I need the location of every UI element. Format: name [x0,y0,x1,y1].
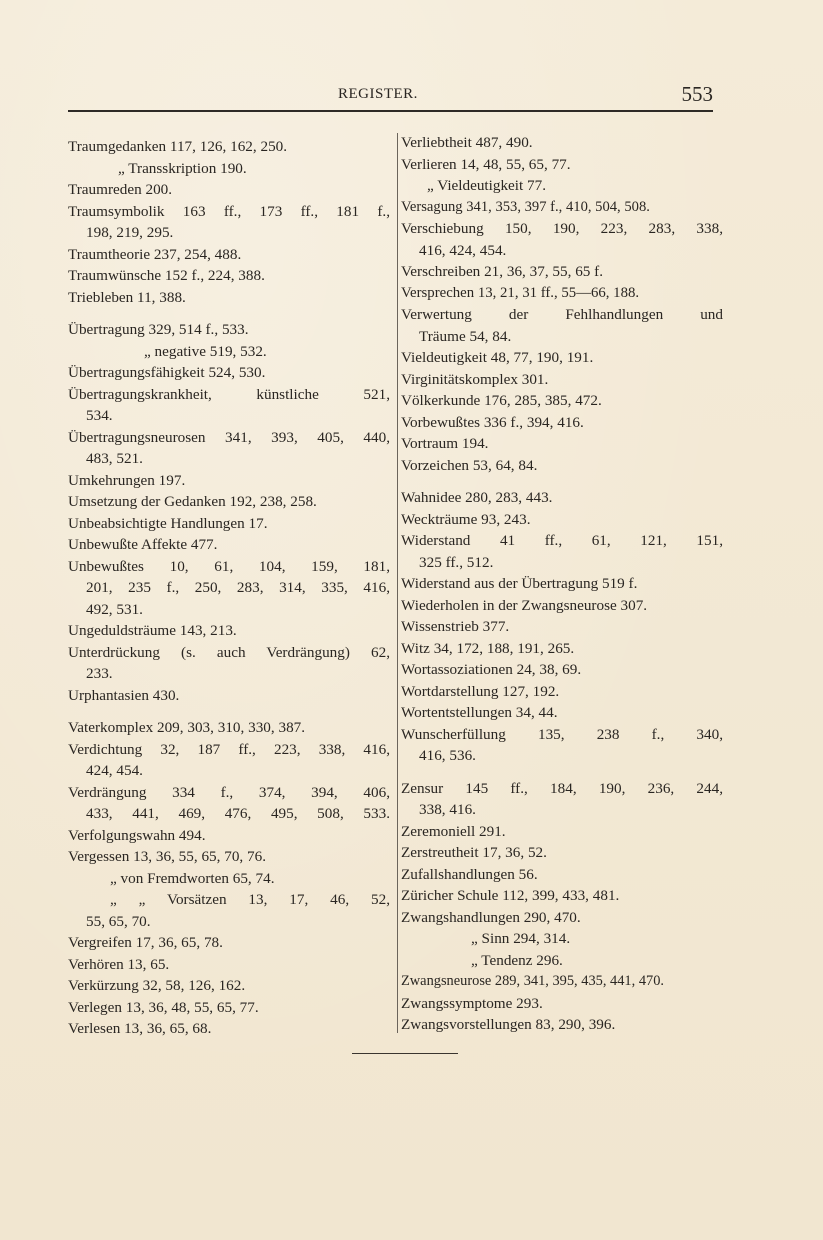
index-entry: Verliebtheit 487, 490. [401,134,533,151]
index-entry: Triebleben 11, 388. [68,288,186,306]
index-entry: Zerstreutheit 17, 36, 52. [401,844,547,861]
index-entry: Zwangssymptome 293. [401,994,543,1012]
index-entry: Vergessen 13, 36, 55, 65, 70, 76. [68,848,266,865]
index-subentry: „ „ Vorsätzen 13, 17, 46, 52, [110,891,390,908]
index-entry: Übertragungsfähigkeit 524, 530. [68,364,266,381]
index-entry-continuation: 198, 219, 295. [86,224,174,241]
index-entry: Unbewußtes 10, 61, 104, 159, 181, [68,557,390,575]
index-entry: Virginitätskomplex 301. [401,370,549,388]
index-subentry: „ Tendenz 296. [471,951,563,969]
header-rule [68,110,713,112]
index-entry: Verkürzung 32, 58, 126, 162. [68,977,246,994]
index-entry: Traumsymbolik 163 ff., 173 ff., 181 f., [68,202,390,220]
index-entry: Wiederholen in der Zwangsneurose 307. [401,596,648,614]
index-entry: Weckträume 93, 243. [401,510,531,528]
index-entry: Traumreden 200. [68,181,173,198]
index-entry: Traumgedanken 117, 126, 162, 250. [68,138,288,155]
index-entry-continuation: 492, 531. [86,600,143,618]
index-entry-continuation: 55, 65, 70. [86,912,151,930]
index-entry-continuation: 338, 416. [419,801,476,818]
index-entry-section-u: Übertragung 329, 514 f., 533. [68,321,249,338]
index-entry: Übertragungsneurosen 341, 393, 405, 440, [68,428,390,446]
index-entry: Umsetzung der Gedanken 192, 238, 258. [68,493,317,510]
index-entry: Vergreifen 17, 36, 65, 78. [68,934,223,951]
index-entry-continuation: 424, 454. [86,762,143,779]
index-subentry: „ Sinn 294, 314. [471,930,571,947]
index-entry: Verschiebung 150, 190, 223, 283, 338, [401,220,723,237]
page-number: 553 [681,82,713,106]
index-subentry: „ von Fremdworten 65, 74. [110,869,275,887]
index-entry-section-v: Vaterkomplex 209, 303, 310, 330, 387. [68,719,306,736]
index-entry: Versagung 341, 353, 397 f., 410, 504, 508. [401,198,650,215]
index-entry: Traumtheorie 237, 254, 488. [68,245,242,263]
index-entry: Verlesen 13, 36, 65, 68. [68,1020,212,1037]
index-entry: Verwertung der Fehlhandlungen und [401,306,723,323]
index-entry-continuation: 201, 235 f., 250, 283, 314, 335, 416, [86,579,390,596]
index-entry: Zeremoniell 291. [401,822,506,840]
index-entry: Vorbewußtes 336 f., 394, 416. [401,413,584,431]
index-entry-continuation: 483, 521. [86,450,143,467]
index-entry: Verschreiben 21, 36, 37, 55, 65 f. [401,263,604,280]
index-entry: Verdrängung 334 f., 374, 394, 406, [68,783,390,801]
index-entry: Umkehrungen 197. [68,471,186,489]
index-entry: Witz 34, 172, 188, 191, 265. [401,639,575,657]
index-entry: Wissenstrieb 377. [401,618,510,635]
index-entry: Verhören 13, 65. [68,955,170,973]
page-header [68,82,713,112]
index-entry-section-w: Wahnidee 280, 283, 443. [401,489,553,506]
index-entry-continuation: Träume 54, 84. [419,327,512,345]
index-entry-continuation: 433, 441, 469, 476, 495, 508, 533. [86,805,390,822]
index-entry: Verlieren 14, 48, 55, 65, 77. [401,155,571,173]
index-entry: Traumwünsche 152 f., 224, 388. [68,267,265,284]
index-entry: Versprechen 13, 21, 31 ff., 55—66, 188. [401,284,640,301]
index-column-right [401,132,723,1036]
index-entry: Unterdrückung (s. auch Verdrängung) 62, [68,643,390,661]
end-rule [352,1053,458,1054]
index-entry: Zwangsvorstellungen 83, 290, 396. [401,1016,616,1033]
index-entry: Unbewußte Affekte 477. [68,536,218,553]
index-entry-continuation: 325 ff., 512. [419,553,494,571]
index-entry: Zwangshandlungen 290, 470. [401,908,581,926]
index-entry-continuation: 233. [86,665,113,682]
running-title: REGISTER. [338,86,418,102]
index-entry: Zwangsneurose 289, 341, 395, 435, 441, 470. [401,973,665,989]
index-entry: Wortdarstellung 127, 192. [401,682,560,700]
index-entry: Verfolgungswahn 494. [68,826,206,844]
index-entry: Zufallshandlungen 56. [401,865,538,883]
index-subentry: „ negative 519, 532. [144,342,267,360]
index-entry: Ungeduldsträume 143, 213. [68,622,237,639]
index-subentry: „ Vieldeutigkeit 77. [427,177,547,194]
index-entry: Widerstand 41 ff., 61, 121, 151, [401,532,723,549]
index-entry: Wunscherfüllung 135, 238 f., 340, [401,725,723,743]
index-entry: Vorzeichen 53, 64, 84. [401,456,538,474]
index-entry: Vieldeutigkeit 48, 77, 190, 191. [401,349,594,366]
index-entry: Wortentstellungen 34, 44. [401,704,558,721]
index-subentry: „ Transskription 190. [118,159,247,177]
column-divider [397,133,398,1033]
index-entry: Verdichtung 32, 187 ff., 223, 338, 416, [68,740,390,758]
index-entry: Übertragungskrankheit, künstliche 521, [68,385,390,403]
index-entry: Widerstand aus der Übertragung 519 f. [401,575,638,592]
index-entry-continuation: 534. [86,407,113,424]
index-entry-continuation: 416, 536. [419,747,476,764]
index-entry: Völkerkunde 176, 285, 385, 472. [401,392,602,409]
index-entry: Unbeabsichtigte Handlungen 17. [68,514,268,532]
index-entry: Wortassoziationen 24, 38, 69. [401,661,582,678]
index-column-left [68,136,390,1040]
index-entry: Züricher Schule 112, 399, 433, 481. [401,887,620,904]
index-entry: Vortraum 194. [401,435,489,452]
index-entry: Urphantasien 430. [68,686,180,704]
index-entry: Verlegen 13, 36, 48, 55, 65, 77. [68,998,259,1016]
index-entry-continuation: 416, 424, 454. [419,241,507,259]
index-entry-section-z: Zensur 145 ff., 184, 190, 236, 244, [401,779,723,797]
